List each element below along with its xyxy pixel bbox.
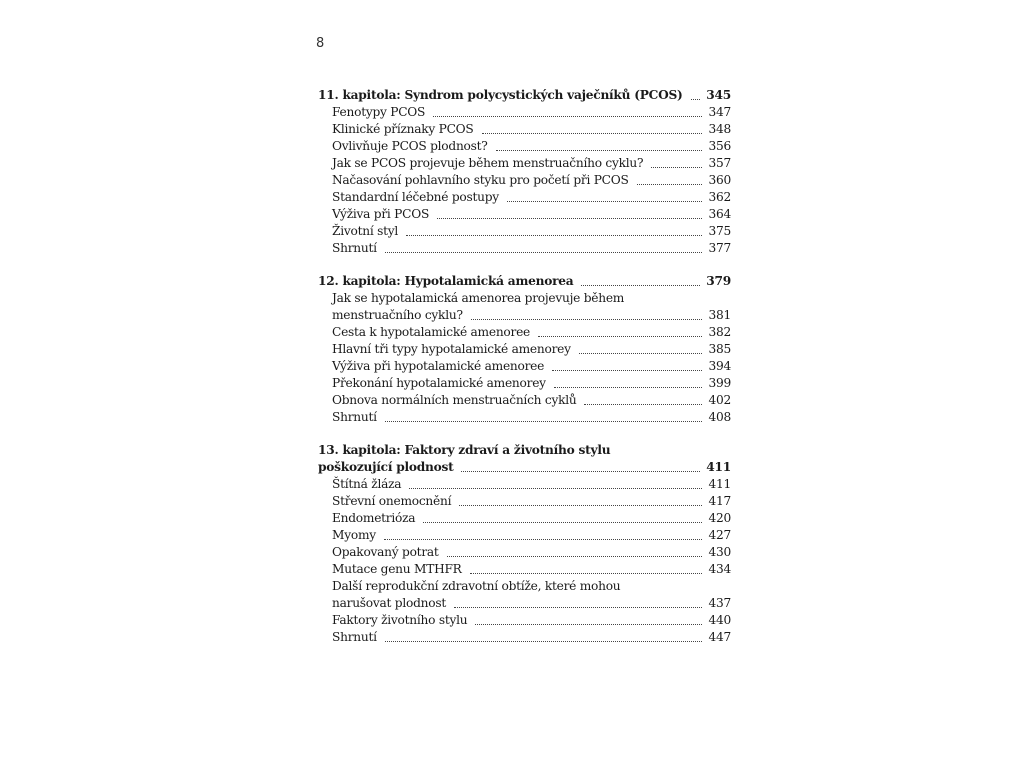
toc-entry[interactable]	[318, 138, 731, 155]
dot-leader	[581, 285, 700, 286]
toc-entry[interactable]	[318, 510, 731, 527]
dot-leader	[406, 235, 702, 236]
dot-leader	[552, 370, 702, 371]
toc-page-number: 345	[706, 88, 731, 102]
toc-page-number: 434	[708, 562, 731, 576]
toc-page-number: 447	[708, 630, 731, 644]
dot-leader	[385, 421, 703, 422]
dot-leader	[471, 319, 703, 320]
toc-entry-title: 13. kapitola: Faktory zdraví a životního stylu	[318, 443, 611, 457]
toc-entry[interactable]	[318, 172, 731, 189]
toc-entry-title: Ovlivňuje PCOS plodnost?	[332, 139, 488, 153]
toc-entry[interactable]	[318, 375, 731, 392]
dot-leader	[482, 133, 703, 134]
toc-page-number: 440	[708, 613, 731, 627]
dot-leader	[507, 201, 703, 202]
toc-page-number: 411	[708, 477, 731, 491]
toc-page-number: 377	[708, 241, 731, 255]
dot-leader	[447, 556, 703, 557]
table-of-contents	[318, 87, 731, 662]
toc-entry[interactable]	[318, 240, 731, 257]
dot-leader	[496, 150, 703, 151]
toc-entry[interactable]	[318, 493, 731, 510]
toc-page-number: 430	[708, 545, 731, 559]
toc-chapter-heading[interactable]	[318, 273, 731, 290]
toc-entry-title: Klinické příznaky PCOS	[332, 122, 474, 136]
toc-page-number: 399	[708, 376, 731, 390]
toc-entry-title: Faktory životního stylu	[332, 613, 468, 627]
dot-leader	[651, 167, 702, 168]
toc-entry[interactable]	[318, 307, 731, 324]
dot-leader	[538, 336, 702, 337]
toc-page-number: 348	[708, 122, 731, 136]
chapter-13	[318, 442, 731, 646]
toc-entry[interactable]	[318, 544, 731, 561]
toc-page-number: 411	[706, 460, 731, 474]
toc-page-number: 360	[708, 173, 731, 187]
toc-page-number: 382	[708, 325, 731, 339]
toc-entry[interactable]	[318, 206, 731, 223]
toc-page-number: 357	[708, 156, 731, 170]
dot-leader	[437, 218, 702, 219]
toc-entry[interactable]	[318, 561, 731, 578]
dot-leader	[433, 116, 702, 117]
dot-leader	[470, 573, 703, 574]
toc-entry-title: Opakovaný potrat	[332, 545, 439, 559]
toc-entry-title: Další reprodukční zdravotní obtíže, které mohou	[332, 579, 621, 593]
toc-entry-title: Shrnutí	[332, 630, 377, 644]
toc-entry[interactable]	[318, 358, 731, 375]
toc-entry-title: narušovat plodnost	[332, 596, 446, 610]
dot-leader	[579, 353, 703, 354]
toc-entry[interactable]	[318, 392, 731, 409]
toc-entry-title: menstruačního cyklu?	[332, 308, 463, 322]
toc-entry[interactable]	[318, 104, 731, 121]
toc-entry-title: Myomy	[332, 528, 376, 542]
toc-entry-title: 12. kapitola: Hypotalamická amenorea	[318, 274, 574, 288]
dot-leader	[554, 387, 703, 388]
toc-entry-title: Shrnutí	[332, 241, 377, 255]
dot-leader	[409, 488, 702, 489]
toc-entry-title: Výživa při PCOS	[332, 207, 430, 221]
toc-entry-title: Štítná žláza	[332, 477, 402, 491]
toc-page-number: 417	[708, 494, 731, 508]
toc-entry-title: Fenotypy PCOS	[332, 105, 426, 119]
toc-page-number: 420	[708, 511, 731, 525]
toc-entry-title: Jak se PCOS projevuje během menstruačního cyklu?	[332, 156, 644, 170]
toc-entry[interactable]	[318, 155, 731, 172]
dot-leader	[385, 252, 703, 253]
toc-entry-title: Střevní onemocnění	[332, 494, 452, 508]
toc-entry-title: Obnova normálních menstruačních cyklů	[332, 393, 577, 407]
toc-entry-title: Cesta k hypotalamické amenoree	[332, 325, 531, 339]
toc-page-number: 356	[708, 139, 731, 153]
toc-entry-line[interactable]	[318, 578, 731, 595]
dot-leader	[384, 539, 703, 540]
toc-entry-title: Endometrióza	[332, 511, 416, 525]
toc-entry[interactable]	[318, 595, 731, 612]
toc-entry-title: Mutace genu MTHFR	[332, 562, 462, 576]
toc-entry-title: Standardní léčebné postupy	[332, 190, 499, 204]
dot-leader	[454, 607, 703, 608]
toc-entry-title: Shrnutí	[332, 410, 377, 424]
toc-entry[interactable]	[318, 612, 731, 629]
toc-page-number: 362	[708, 190, 731, 204]
dot-leader	[475, 624, 702, 625]
toc-page-number: 427	[708, 528, 731, 542]
toc-page-number: 375	[708, 224, 731, 238]
toc-entry-title: poškozující plodnost	[318, 460, 454, 474]
toc-page-number: 347	[708, 105, 731, 119]
toc-entry-title: Výživa při hypotalamické amenoree	[332, 359, 545, 373]
toc-entry[interactable]	[318, 189, 731, 206]
toc-entry-title: Překonání hypotalamické amenorey	[332, 376, 546, 390]
toc-entry[interactable]	[318, 527, 731, 544]
toc-chapter-heading[interactable]	[318, 459, 731, 476]
toc-page-number: 437	[708, 596, 731, 610]
dot-leader	[423, 522, 702, 523]
toc-page-number: 408	[708, 410, 731, 424]
toc-page-number: 381	[708, 308, 731, 322]
toc-entry[interactable]	[318, 223, 731, 240]
toc-entry-title: 11. kapitola: Syndrom polycystických vaječníků (PCOS)	[318, 88, 683, 102]
toc-entry-title: Načasování pohlavního styku pro početí při PCOS	[332, 173, 629, 187]
page-number: 8	[316, 36, 325, 51]
toc-entry[interactable]	[318, 476, 731, 493]
toc-entry-title: Jak se hypotalamická amenorea projevuje během	[332, 291, 625, 305]
toc-page-number: 402	[708, 393, 731, 407]
toc-page-number: 379	[706, 274, 731, 288]
toc-entry-title: Hlavní tři typy hypotalamické amenorey	[332, 342, 571, 356]
dot-leader	[584, 404, 702, 405]
chapter-12	[318, 273, 731, 426]
toc-page-number: 364	[708, 207, 731, 221]
toc-entry[interactable]	[318, 324, 731, 341]
toc-entry[interactable]	[318, 121, 731, 138]
toc-entry-line[interactable]	[318, 290, 731, 307]
dot-leader	[459, 505, 702, 506]
toc-entry[interactable]	[318, 629, 731, 646]
toc-entry[interactable]	[318, 409, 731, 426]
dot-leader	[691, 99, 701, 100]
toc-page-number: 385	[708, 342, 731, 356]
dot-leader	[385, 641, 703, 642]
toc-chapter-heading-line[interactable]	[318, 442, 731, 459]
toc-chapter-heading[interactable]	[318, 87, 731, 104]
toc-entry-title: Životní styl	[332, 224, 399, 238]
dot-leader	[461, 471, 700, 472]
toc-page-number: 394	[708, 359, 731, 373]
toc-entry[interactable]	[318, 341, 731, 358]
dot-leader	[637, 184, 703, 185]
chapter-11	[318, 87, 731, 257]
